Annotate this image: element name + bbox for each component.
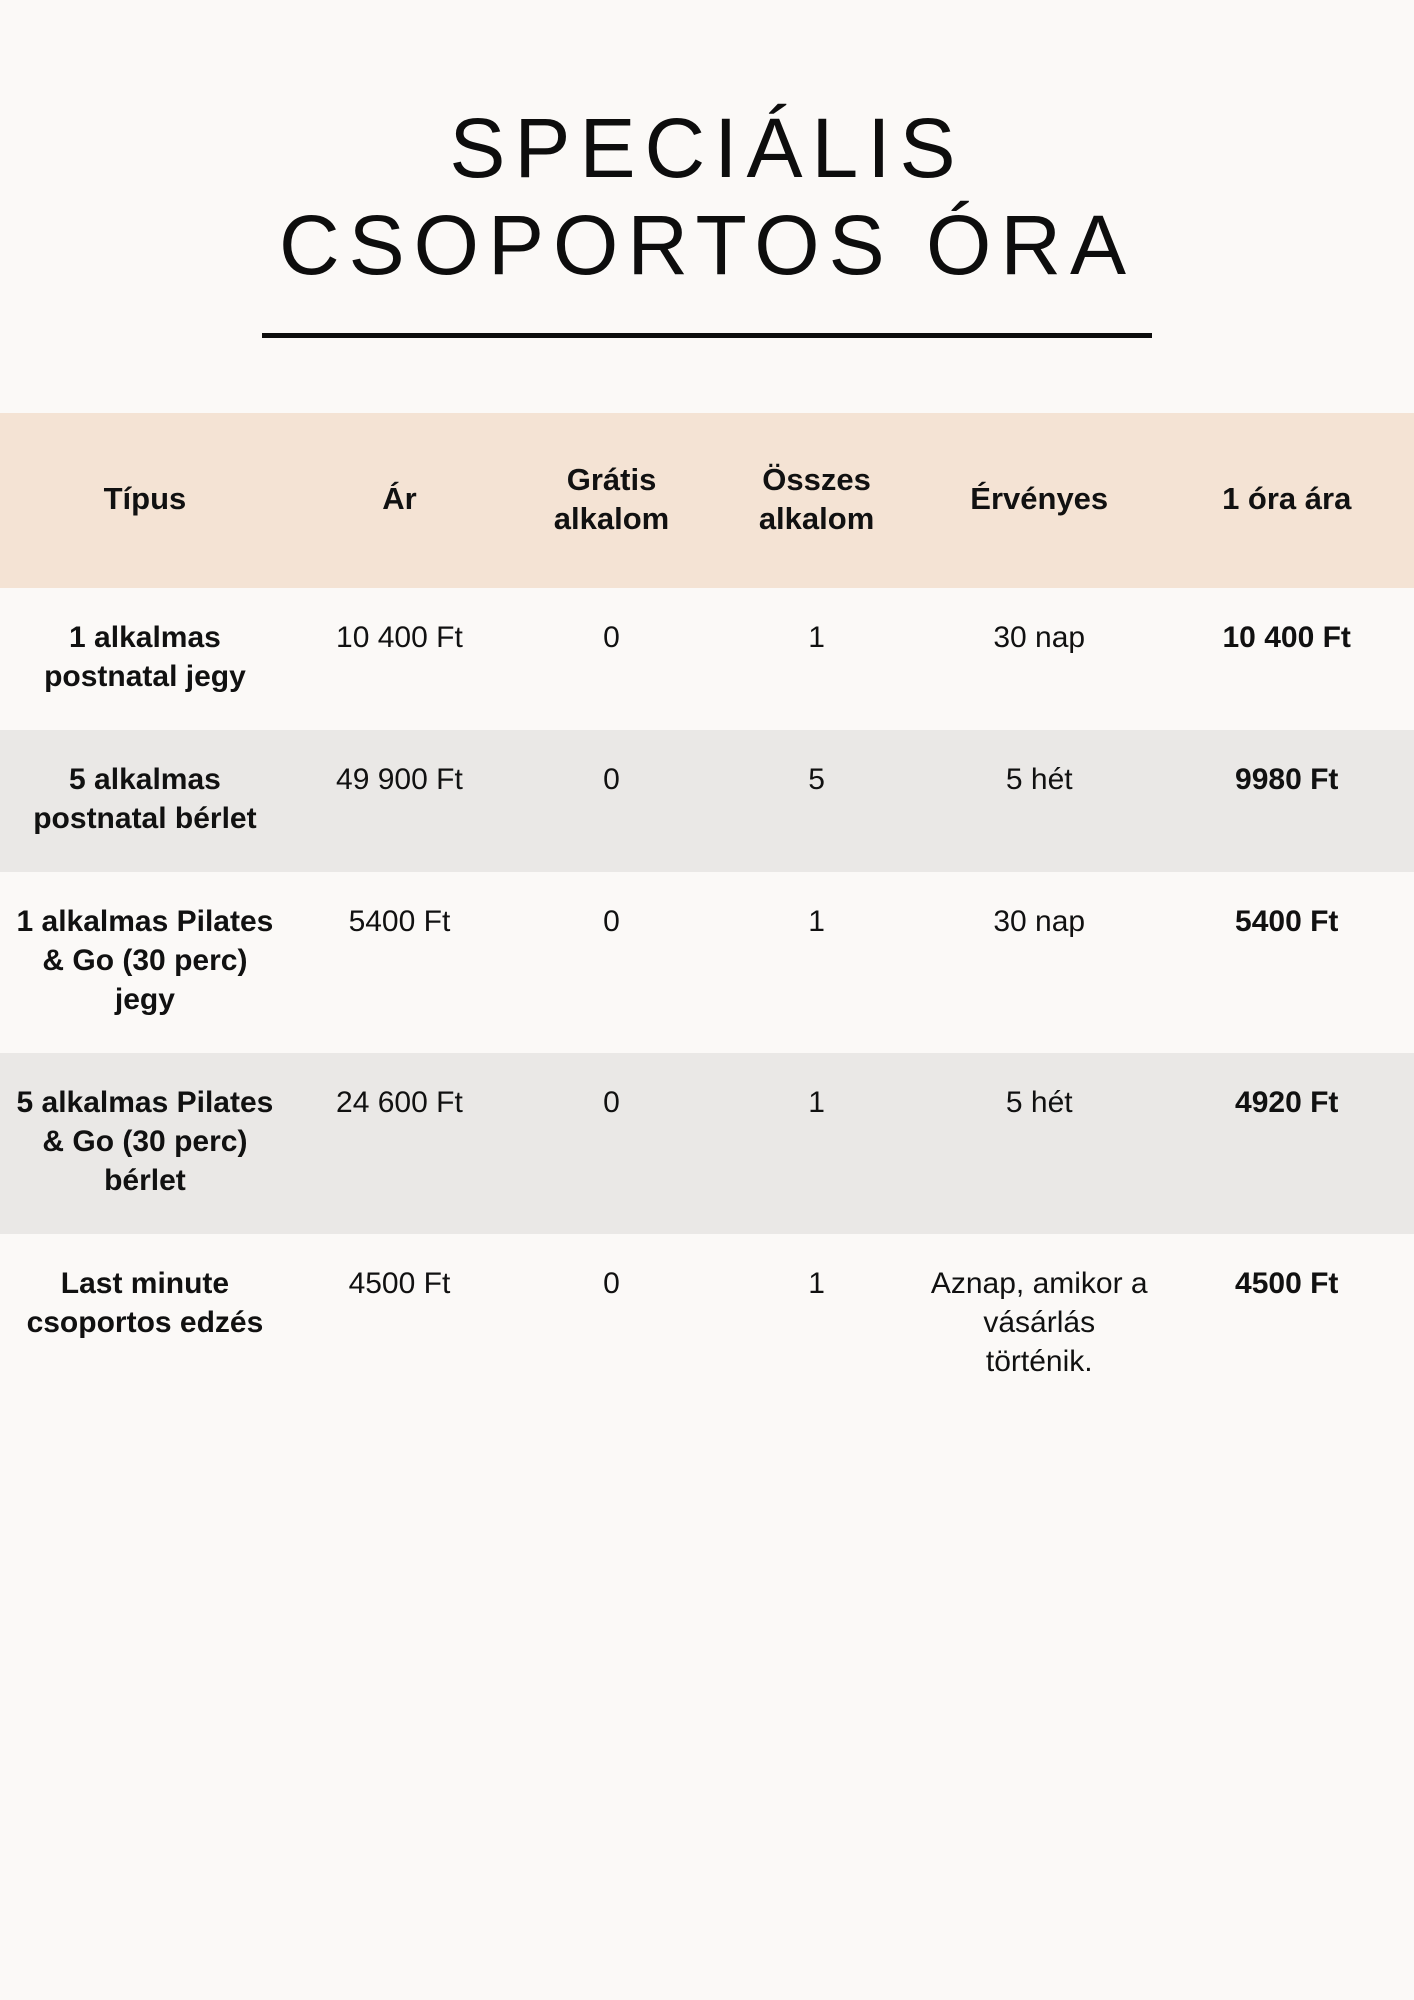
pricing-table xyxy=(0,413,1414,1416)
cell-total-sessions: 1 xyxy=(808,905,825,939)
cell-validity: 5 hét xyxy=(1005,763,1073,797)
cell-free-sessions: 0 xyxy=(603,763,620,797)
cell-type: 1 alkalmas postnatal jegy xyxy=(44,621,246,694)
pricing-table-wrapper xyxy=(0,413,1414,1416)
table-row xyxy=(0,872,1414,1053)
cell-unit-price: 4920 Ft xyxy=(1235,1086,1339,1120)
cell-price: 24 600 Ft xyxy=(336,1086,463,1120)
page-title-block xyxy=(0,0,1414,338)
cell-price: 4500 Ft xyxy=(348,1267,451,1301)
cell-validity: 5 hét xyxy=(1005,1086,1073,1120)
cell-validity: Aznap, amikor a vásárlás történik. xyxy=(930,1267,1148,1379)
cell-unit-price: 9980 Ft xyxy=(1235,763,1339,797)
table-header xyxy=(0,413,1414,589)
table-row xyxy=(0,1053,1414,1234)
column-header-unit-price: 1 óra ára xyxy=(1222,481,1352,517)
column-header-price: Ár xyxy=(382,481,417,517)
cell-type: 5 alkalmas postnatal bérlet xyxy=(33,763,257,836)
cell-free-sessions: 0 xyxy=(603,905,620,939)
cell-unit-price: 5400 Ft xyxy=(1235,905,1339,939)
cell-type: 5 alkalmas Pilates & Go (30 perc) bérlet xyxy=(16,1086,274,1198)
column-header-validity: Érvényes xyxy=(970,481,1109,517)
column-header-type: Típus xyxy=(103,481,187,517)
cell-price: 10 400 Ft xyxy=(336,621,463,655)
table-body xyxy=(0,588,1414,1415)
table-row xyxy=(0,730,1414,872)
table-row xyxy=(0,588,1414,730)
cell-price: 5400 Ft xyxy=(348,905,451,939)
cell-free-sessions: 0 xyxy=(603,1086,620,1120)
table-row xyxy=(0,1234,1414,1415)
page-title-line-2: CSOPORTOS ÓRA xyxy=(278,198,1136,293)
cell-unit-price: 4500 Ft xyxy=(1235,1267,1339,1301)
cell-unit-price: 10 400 Ft xyxy=(1222,621,1351,655)
cell-type: 1 alkalmas Pilates & Go (30 perc) jegy xyxy=(16,905,274,1017)
cell-total-sessions: 1 xyxy=(808,621,825,655)
title-divider xyxy=(262,333,1152,338)
table-header-row xyxy=(0,413,1414,589)
cell-type: Last minute csoportos edzés xyxy=(26,1267,264,1340)
cell-validity: 30 nap xyxy=(993,621,1086,655)
cell-validity: 30 nap xyxy=(993,905,1086,939)
cell-total-sessions: 1 xyxy=(808,1267,825,1301)
cell-price: 49 900 Ft xyxy=(336,763,463,797)
column-header-total-sessions: Összes alkalom xyxy=(758,461,875,536)
cell-total-sessions: 5 xyxy=(808,763,825,797)
cell-total-sessions: 1 xyxy=(808,1086,825,1120)
page-title-line-1: SPECIÁLIS xyxy=(449,101,965,195)
column-header-free-sessions: Grátis alkalom xyxy=(553,461,670,536)
cell-free-sessions: 0 xyxy=(603,1267,620,1301)
cell-free-sessions: 0 xyxy=(603,621,620,655)
